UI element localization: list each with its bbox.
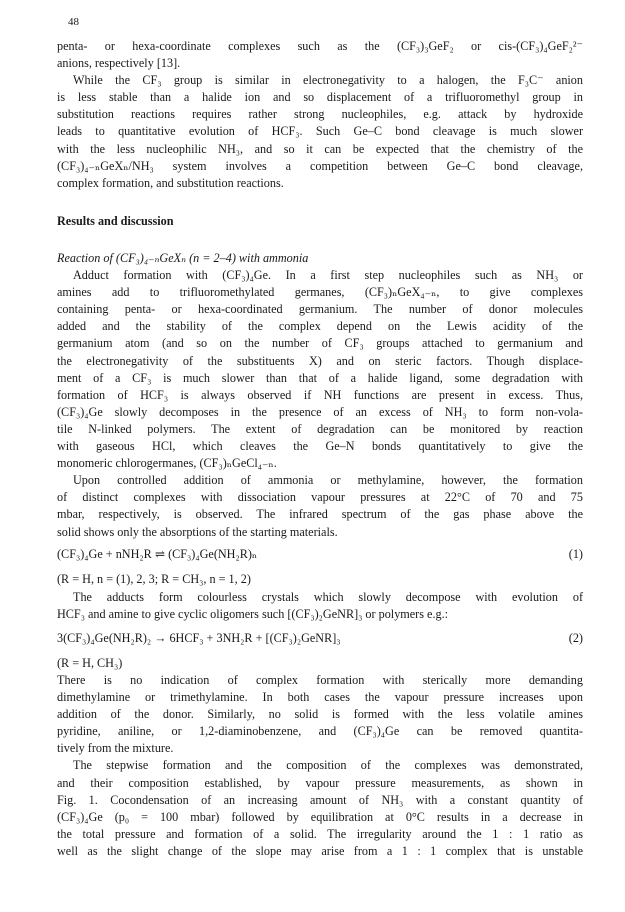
equation-text: (CF₃)₄Ge + nNH₂R ⇌ (CF₃)₄Ge(NH₂R)ₙ xyxy=(57,547,258,561)
text-line: germanium atom (and so on the number of CF₃ groups attached to germanium and xyxy=(57,336,583,351)
text-line: containing penta- or hexa-coordinated germanium. The number of donor molecules xyxy=(57,302,583,317)
section-heading: Results and discussion xyxy=(57,214,174,228)
text-line: Adduct formation with (CF₃)₄Ge. In a first step nucleophiles such as NH₃ or xyxy=(73,268,583,283)
equation-1-conditions: (R = H, n = (1), 2, 3; R = CH₃, n = 1, 2) xyxy=(57,572,251,586)
text-line: (CF₃)₄Ge (p₀ = 100 mbar) followed by equilibration at 0°C results in a decrease in xyxy=(57,809,583,824)
text-line: solid shows only the absorptions of the starting materials. xyxy=(57,524,338,539)
text-line: complex formation, and substitution reactions. xyxy=(57,175,284,190)
closing-paragraphs xyxy=(57,672,583,860)
text-line: formation of HCF₃ is always observed if NH functions are present in excess. Thus, xyxy=(57,387,583,402)
text-line: the electronegativity of the substituents X) and on steric factors. Though displace- xyxy=(57,353,583,368)
text-line: added and the stability of the complex depend on the Lewis acidity of the xyxy=(57,319,583,334)
equation-text: 3(CF₃)₄Ge(NH₂R)₂ → 6HCF₃ + 3NH₂R + [(CF₃)₂GeNR]₃ xyxy=(57,631,341,645)
text-line: and their composition established, by vapour pressure measurements, as shown in xyxy=(57,775,583,790)
text-line: the total pressure and formation of a solid. The irregularity around the 1 : 1 ratio as xyxy=(57,826,583,841)
text-line: monomeric chlorogermanes, (CF₃)ₙGeCl₄₋ₙ. xyxy=(57,456,277,471)
results-paragraphs xyxy=(57,250,583,541)
text-line: with gaseous HCl, which cleaves the Ge–N bonds quantitatively to give the xyxy=(57,439,583,454)
adduct-paragraph xyxy=(57,589,583,623)
text-line: dimethylamine or trimethylamine. In both cases the vapour pressure increases upon xyxy=(57,690,583,705)
text-line: While the CF₃ group is similar in electronegativity to a halogen, the F₃C⁻ anion xyxy=(73,73,583,88)
page-number: 48 xyxy=(68,16,79,28)
text-line: The stepwise formation and the composition of the complexes was demonstrated, xyxy=(73,758,583,773)
subsection-heading: Reaction of (CF₃)₄₋ₙGeXₙ (n = 2–4) with ammonia xyxy=(57,251,309,265)
text-line: penta- or hexa-coordinate complexes such as the (CF₃)₃GeF₂ or cis-(CF₃)₄GeF₂²⁻ xyxy=(57,39,583,53)
text-line: amines add to trifluoromethylated germanes, (CF₃)ₙGeX₄₋ₙ, to give complexes xyxy=(57,285,583,300)
text-line: ment of a CF₃ is much slower than that of a halide ligand, some degradation with xyxy=(57,370,583,385)
text-line: with the less nucleophilic NH₃, and so it can be expected that the chemistry of the xyxy=(57,141,583,156)
text-line: (CF₃)₄Ge slowly decomposes in the presence of an excess of NH₃ to form non-vola- xyxy=(57,404,583,419)
text-line: Upon controlled addition of ammonia or methylamine, however, the formation xyxy=(73,473,583,488)
text-line: addition of the donor. Similarly, no solid is formed with the less volatile amines xyxy=(57,707,583,722)
text-line: tile N-linked polymers. The extent of degradation can be monitored by reaction xyxy=(57,421,583,436)
equation-number: (2) xyxy=(568,631,583,645)
text-line: well as the slight change of the slope may arise from a 1 : 1 complex that is unstable xyxy=(57,843,583,858)
text-line: mbar, respectively, is observed. The infrared spectrum of the gas phase above the xyxy=(57,507,583,522)
text-line: leads to quantitative evolution of HCF₃. Such Ge–C bond cleavage is much slower xyxy=(57,124,583,139)
text-line: (CF₃)₄₋ₙGeXₙ/NH₃ system involves a competition between Ge–C bond cleavage, xyxy=(57,158,583,173)
text-line: HCF₃ and amine to give cyclic oligomers such [(CF₃)₂GeNR]₃ or polymers e.g.: xyxy=(57,607,449,622)
equation-1 xyxy=(57,546,583,563)
text-line: is less stable than a halide ion and so displacement of a trifluoromethyl group in xyxy=(57,90,583,105)
text-line: substitution reactions requires rather strong nucleophiles, e.g. attack by hydroxide xyxy=(57,107,583,122)
intro-paragraphs xyxy=(57,38,583,192)
text-line: pyridine, aniline, or 1,2-diaminobenzene, and (CF₃)₄Ge can be removed quantita- xyxy=(57,724,583,739)
equation-2 xyxy=(57,630,583,647)
equation-number: (1) xyxy=(568,547,583,561)
text-line: There is no indication of complex formation with sterically more demanding xyxy=(57,673,583,687)
text-line: of distinct complexes with dissociation vapour pressures at 22°C of 70 and 75 xyxy=(57,490,583,505)
text-line: tively from the mixture. xyxy=(57,741,174,756)
text-line: Fig. 1. Cocondensation of an increasing amount of NH₃ with a constant quantity of xyxy=(57,792,583,807)
text-line: The adducts form colourless crystals which slowly decompose with evolution of xyxy=(73,590,583,604)
equation-2-conditions: (R = H, CH₃) xyxy=(57,656,123,670)
text-line: anions, respectively [13]. xyxy=(57,56,181,71)
